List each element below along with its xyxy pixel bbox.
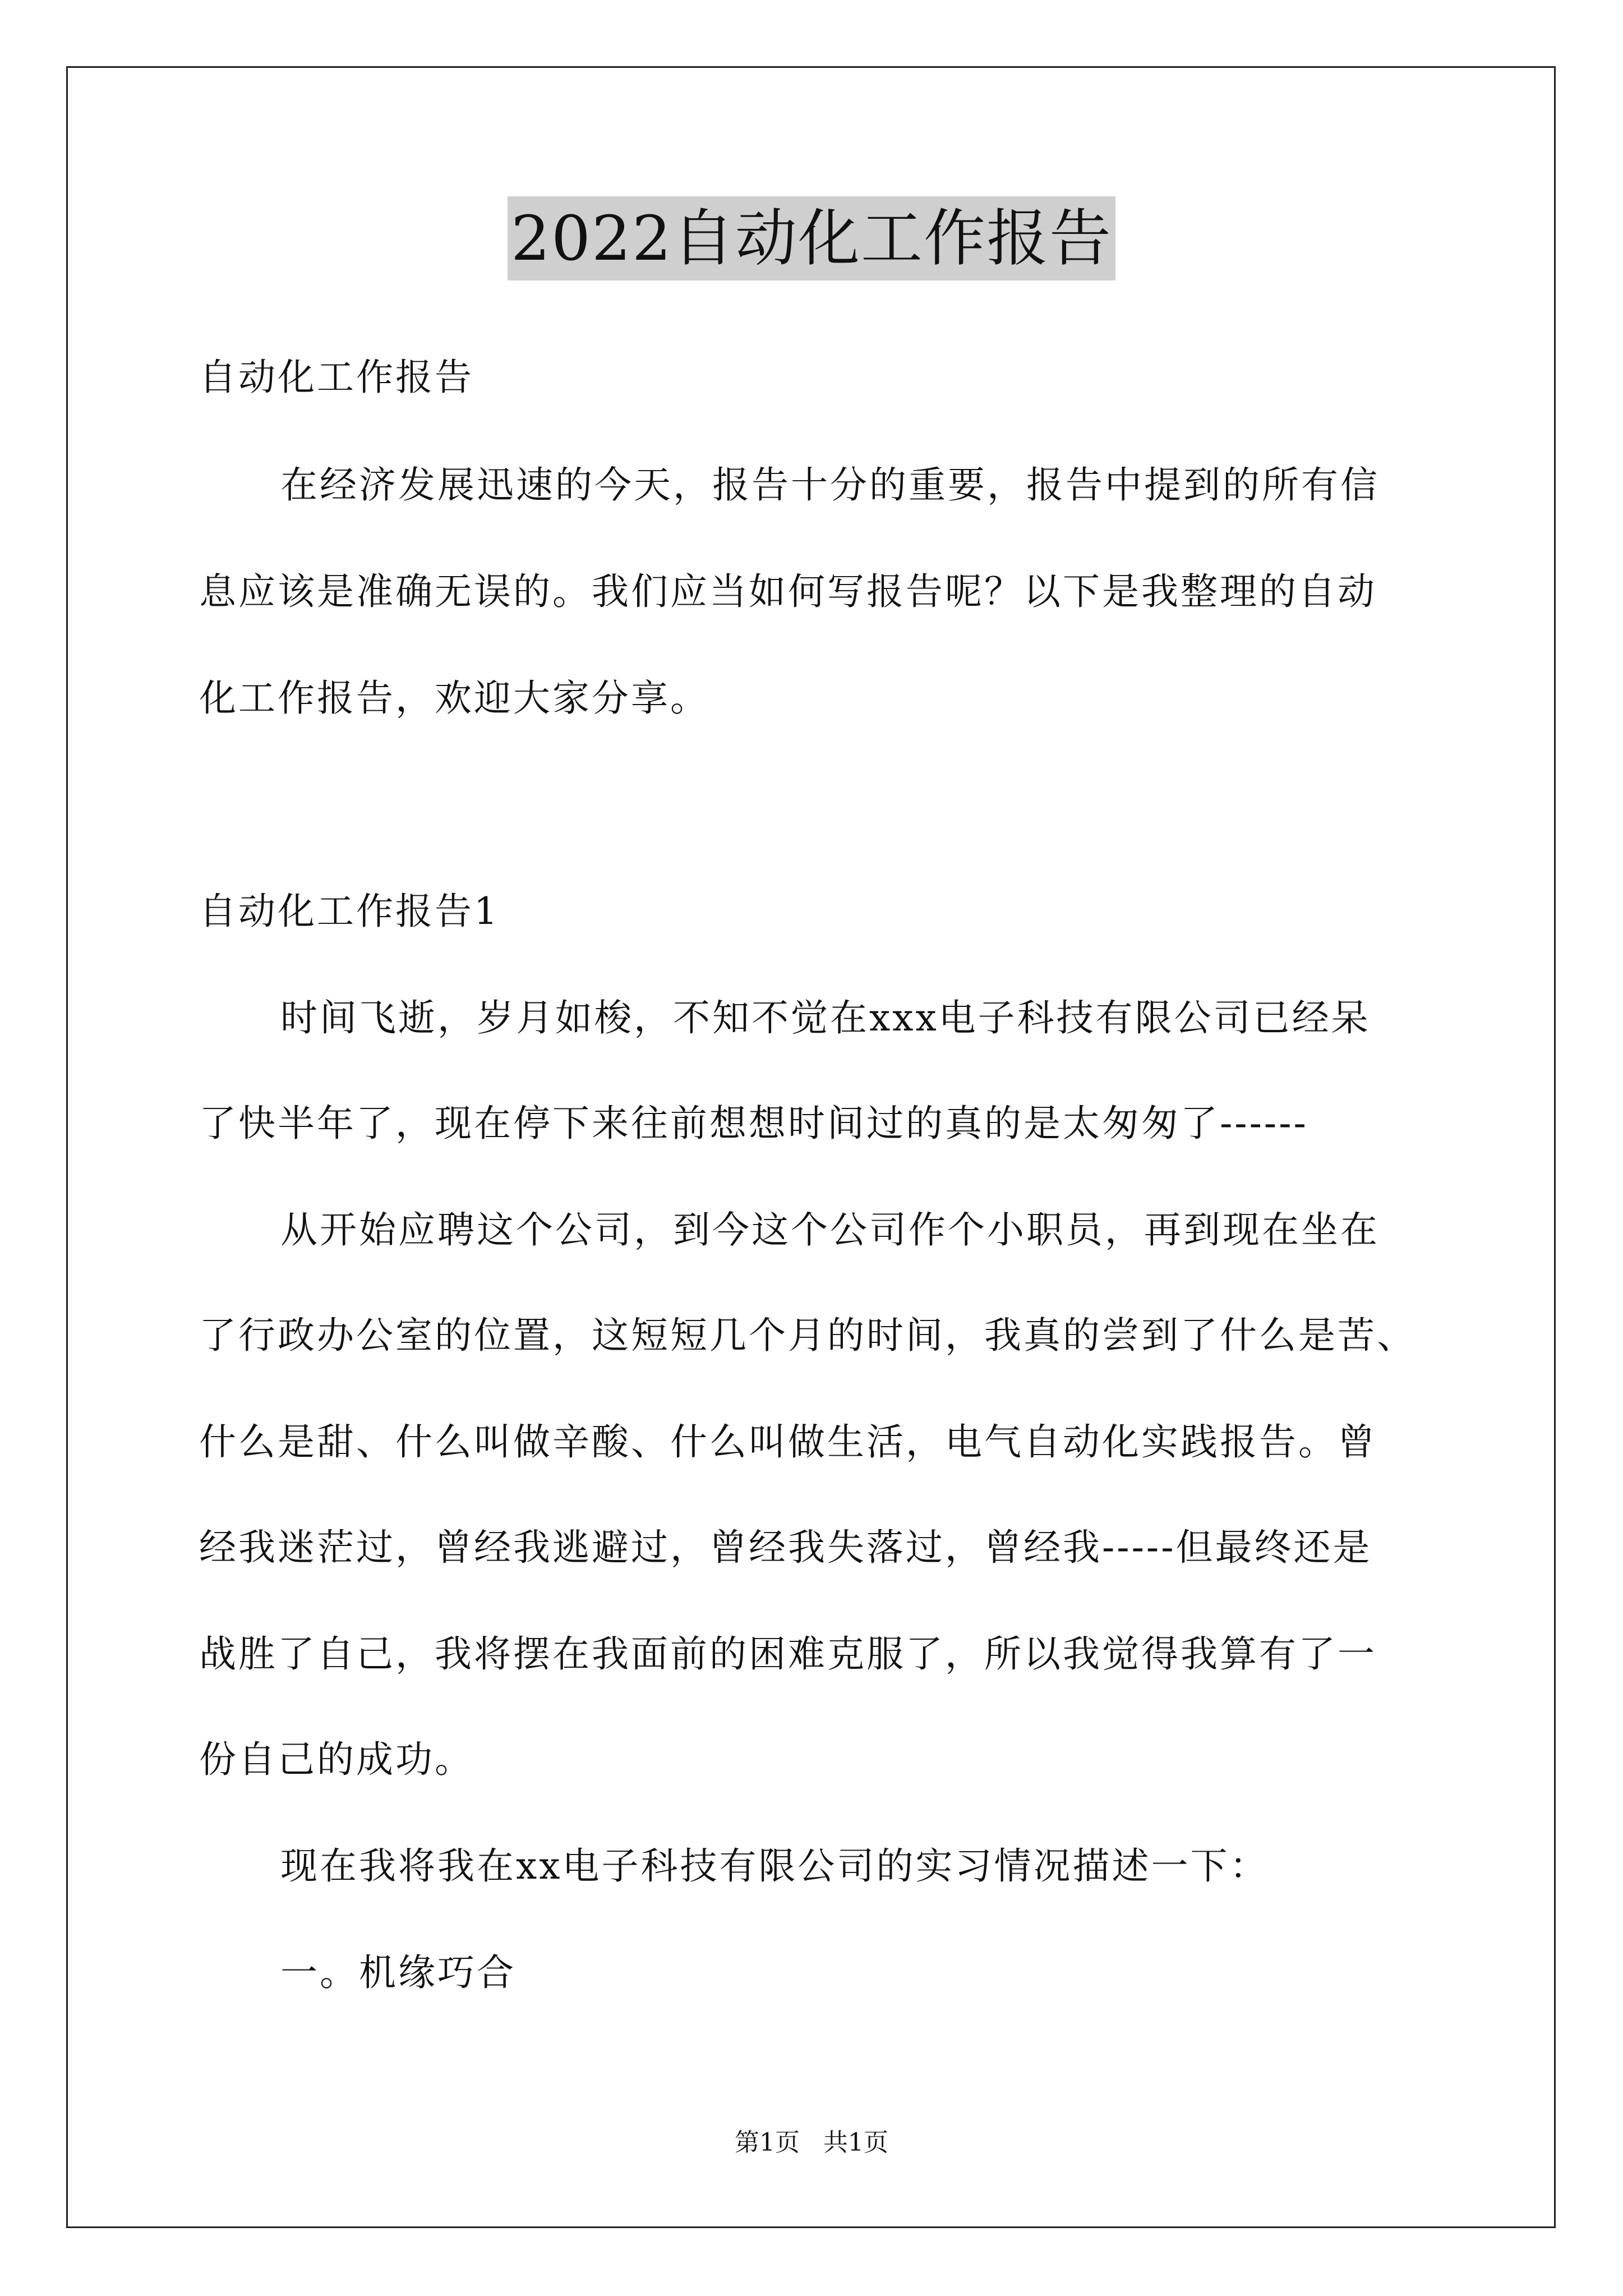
paragraph-line: 息应该是准确无误的。我们应当如何写报告呢？以下是我整理的自动 bbox=[199, 570, 1377, 613]
paragraph-line: 战胜了自己，我将摆在我面前的困难克服了，所以我觉得我算有了一 bbox=[199, 1632, 1377, 1676]
paragraph-line: 从开始应聘这个公司，到今这个公司作个小职员，再到现在坐在 bbox=[280, 1208, 1380, 1251]
paragraph-line: 什么是甜、什么叫做辛酸、什么叫做生活，电气自动化实践报告。曾 bbox=[199, 1420, 1377, 1464]
page-footer bbox=[0, 2126, 1623, 2160]
title-container bbox=[0, 196, 1623, 280]
document-title: 2022自动化工作报告 bbox=[508, 196, 1115, 280]
paragraph-line: 化工作报告，欢迎大家分享。 bbox=[199, 677, 709, 720]
paragraph-line: 在经济发展迅速的今天，报告十分的重要，报告中提到的所有信 bbox=[280, 463, 1380, 507]
paragraph-line: 份自己的成功。 bbox=[199, 1738, 474, 1781]
paragraph-line: 现在我将我在xx电子科技有限公司的实习情况描述一下： bbox=[280, 1844, 1269, 1888]
section-heading: 自动化工作报告 bbox=[199, 356, 474, 399]
paragraph-line: 了行政办公室的位置，这短短几个月的时间，我真的尝到了什么是苦、 bbox=[199, 1314, 1416, 1357]
subsection-heading: 一。机缘巧合 bbox=[280, 1951, 516, 1994]
page-number-current: 第1页 bbox=[735, 2128, 800, 2157]
section-heading: 自动化工作报告1 bbox=[199, 890, 500, 933]
paragraph-line: 经我迷茫过，曾经我逃避过，曾经我失落过，曾经我-----但最终还是 bbox=[199, 1526, 1372, 1569]
paragraph-line: 了快半年了，现在停下来往前想想时间过的真的是太匆匆了------ bbox=[199, 1102, 1308, 1145]
page-number-total: 共1页 bbox=[823, 2128, 888, 2157]
paragraph-line: 时间飞逝，岁月如梭，不知不觉在xxx电子科技有限公司已经呆 bbox=[280, 996, 1371, 1039]
